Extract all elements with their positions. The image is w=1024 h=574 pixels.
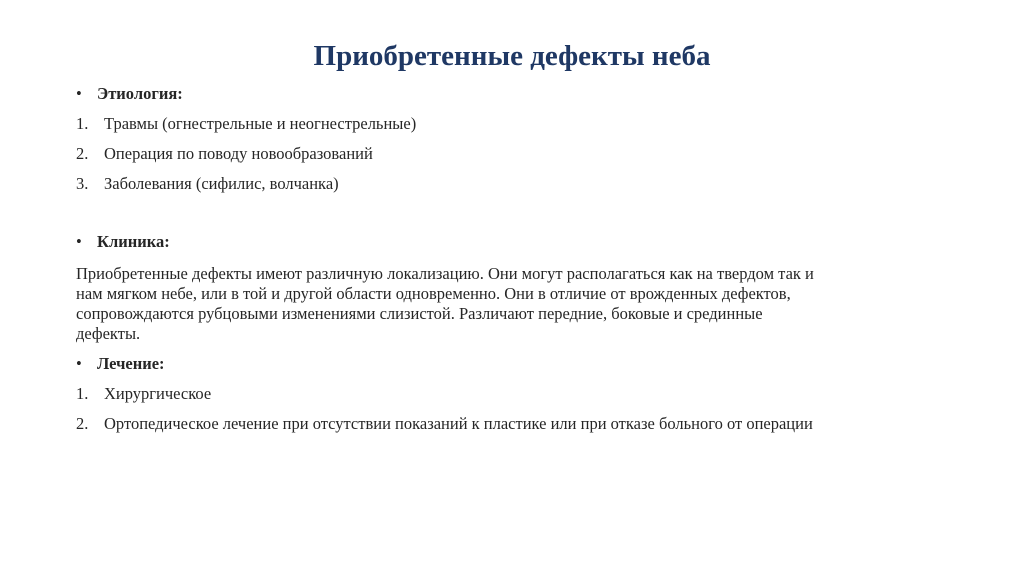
- etiology-heading: [76, 84, 956, 104]
- paragraph-line: сопровождаются рубцовыми изменениями слизистой. Различают передние, боковые и срединные: [76, 304, 763, 323]
- paragraph-line: Приобретенные дефекты имеют различную локализацию. Они могут располагаться как на твердом так и: [76, 264, 814, 283]
- slide-body: [76, 84, 956, 434]
- bullet-icon: •: [76, 232, 82, 251]
- list-item: [76, 384, 956, 404]
- list-item-text: Заболевания (сифилис, волчанка): [104, 174, 339, 193]
- treatment-heading: [76, 354, 956, 374]
- bullet-icon: •: [76, 84, 82, 103]
- treatment-heading-text: Лечение:: [97, 354, 165, 373]
- list-item: [76, 174, 956, 194]
- clinic-heading: [76, 232, 956, 252]
- list-item: [76, 114, 956, 134]
- slide-title: Приобретенные дефекты неба: [313, 40, 711, 72]
- list-item-text: Ортопедическое лечение при отсутствии показаний к пластике или при отказе больного от операции: [104, 414, 813, 433]
- list-item-number: 2.: [76, 144, 89, 163]
- clinic-heading-text: Клиника:: [97, 232, 170, 251]
- list-item-text: Травмы (огнестрельные и неогнестрельные): [104, 114, 417, 133]
- paragraph-line: нам мягком небе, или в той и другой области одновременно. Они в отличие от врожденных дефектов,: [76, 284, 791, 303]
- list-item-number: 1.: [76, 114, 89, 133]
- list-item-text: Операция по поводу новообразований: [104, 144, 373, 163]
- list-item-number: 1.: [76, 384, 89, 403]
- list-item: [76, 414, 956, 434]
- etiology-heading-text: Этиология:: [97, 84, 183, 103]
- paragraph-line: дефекты.: [76, 324, 141, 343]
- clinic-paragraph: [76, 264, 946, 344]
- list-item-text: Хирургическое: [104, 384, 212, 403]
- list-item: [76, 144, 956, 164]
- list-item-number: 2.: [76, 414, 89, 433]
- bullet-icon: •: [76, 354, 82, 373]
- list-item-number: 3.: [76, 174, 89, 193]
